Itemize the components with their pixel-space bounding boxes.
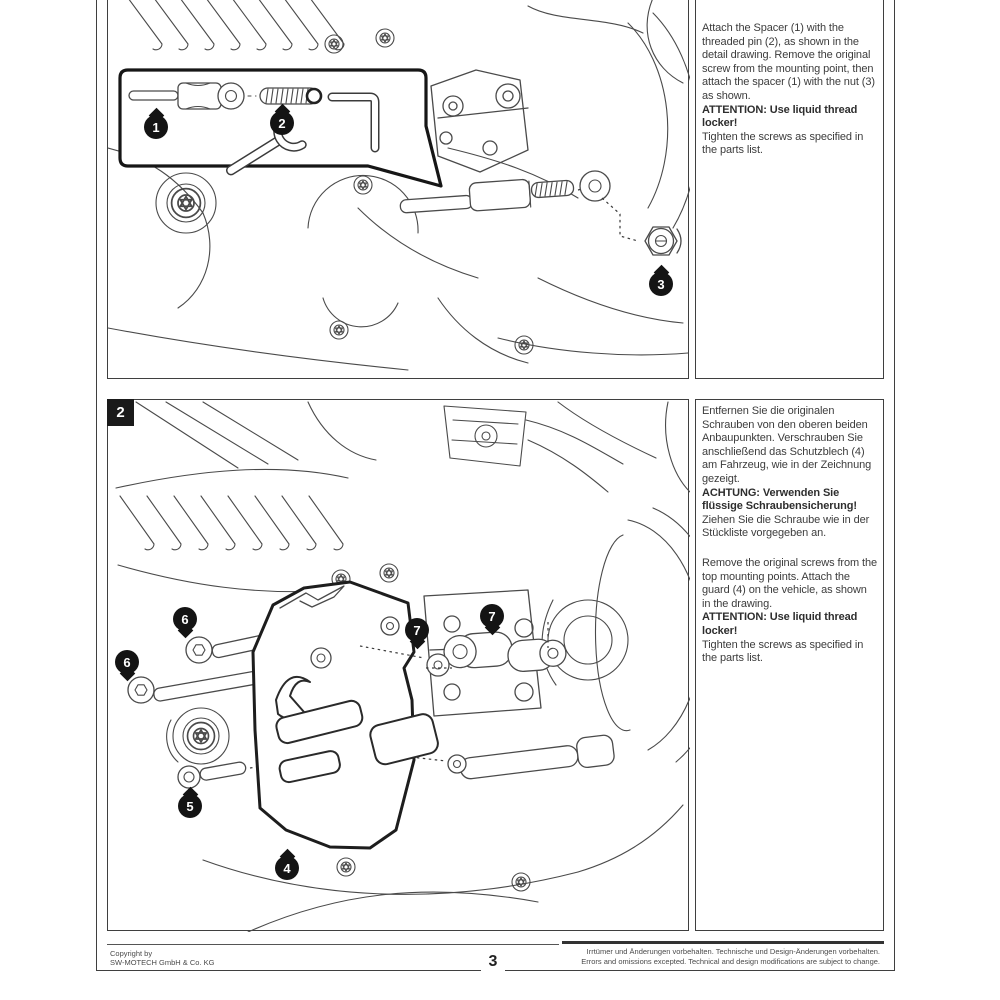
callout-5-number: 5 [178, 794, 202, 818]
callout-4-number: 4 [275, 856, 299, 880]
torx-screw-small [380, 564, 398, 582]
callout-2-number: 2 [270, 111, 294, 135]
callout-6-top-number: 6 [173, 607, 197, 631]
disclaimer-en: Errors and omissions excepted. Technical and design modifications are subject to change. [581, 956, 880, 966]
step1-text-en-after: Tighten the screws as specified in the parts list. [702, 130, 864, 157]
footer-rule-right [562, 941, 884, 944]
callout-5 [178, 794, 202, 818]
callout-6-top [173, 607, 197, 631]
washer [427, 654, 449, 676]
torx-screw-small [354, 176, 372, 194]
torx-screw-large [156, 173, 216, 233]
torx-screw-small [376, 29, 394, 47]
callout-3-number: 3 [649, 272, 673, 296]
callout-4 [275, 856, 299, 880]
step1-text-en: Attach the Spacer (1) with the threaded pin (2), as shown in the detail drawing. Remove the original screw from the mounting point, then attach the spacer (1) with the nut (3) as shown. [702, 22, 875, 102]
step2-text-en: Remove the original screws from the top mounting points. Attach the guard (4) on the vehicle, as shown in the drawing. [702, 556, 878, 610]
step2-attention-en: ATTENTION: Use liquid thread locker! [702, 611, 858, 637]
cylinder-fins [128, 0, 344, 50]
callout-7-right-number: 7 [480, 604, 504, 628]
callout-6-left [115, 650, 139, 674]
spacer7-left-drawing [443, 631, 513, 670]
step2-text-de-after: Ziehen Sie die Schraube wie in der Stückliste vorgegeben an. [702, 513, 870, 540]
copyright-block [110, 949, 214, 967]
copyright-line1: Copyright by [110, 949, 153, 958]
step2-label-number: 2 [116, 404, 125, 421]
step2-instructions [695, 399, 884, 931]
torx-screw-small [325, 35, 343, 53]
torx-screw-small [337, 858, 355, 876]
torx-screw-small [512, 873, 530, 891]
step2-text-de: Entfernen Sie die originalen Schrauben von den oberen beiden Anbaupunkten. Verschrauben Sie anschließend das Schutzblech (4) am Fahrzeug, wie in der Zeichnung gezeigt. [702, 405, 872, 485]
callout-6-left-number: 6 [115, 650, 139, 674]
step2-attention-de: ACHTUNG: Verwenden Sie flüssige Schraubensicherung! [702, 486, 857, 513]
torx-screw-small [330, 321, 348, 339]
disclaimer-block [562, 947, 880, 966]
page-number: 3 [481, 951, 505, 974]
step2-engine-illustration [108, 400, 690, 932]
callout-3 [649, 272, 673, 296]
threaded-pin-part-drawing [260, 88, 321, 104]
callout-1 [144, 115, 168, 139]
step1-drawing-panel [107, 0, 689, 379]
torx-screw-large-2 [173, 708, 229, 764]
callout-7-left [405, 618, 429, 642]
callout-2 [270, 111, 294, 135]
callout-1-number: 1 [144, 115, 168, 139]
copyright-line2: SW-MOTECH GmbH & Co. KG [110, 958, 215, 967]
step1-engine-illustration [108, 0, 690, 377]
disclaimer-de: Irrtümer und Änderungen vorbehalten. Technische und Design-Änderungen vorbehalten. [586, 947, 880, 956]
step1-instructions [695, 0, 884, 379]
step1-attention-en: ATTENTION: Use liquid thread locker! [702, 103, 858, 130]
step2-drawing-panel [107, 399, 689, 931]
step2-label [107, 399, 134, 426]
callout-7-left-number: 7 [405, 618, 429, 642]
footer-rule-left [107, 944, 559, 945]
step2-text-en-after: Tighten the screws as specified in the parts list. [702, 638, 864, 665]
nut-drawing [645, 227, 681, 255]
callout-7-right [480, 604, 504, 628]
